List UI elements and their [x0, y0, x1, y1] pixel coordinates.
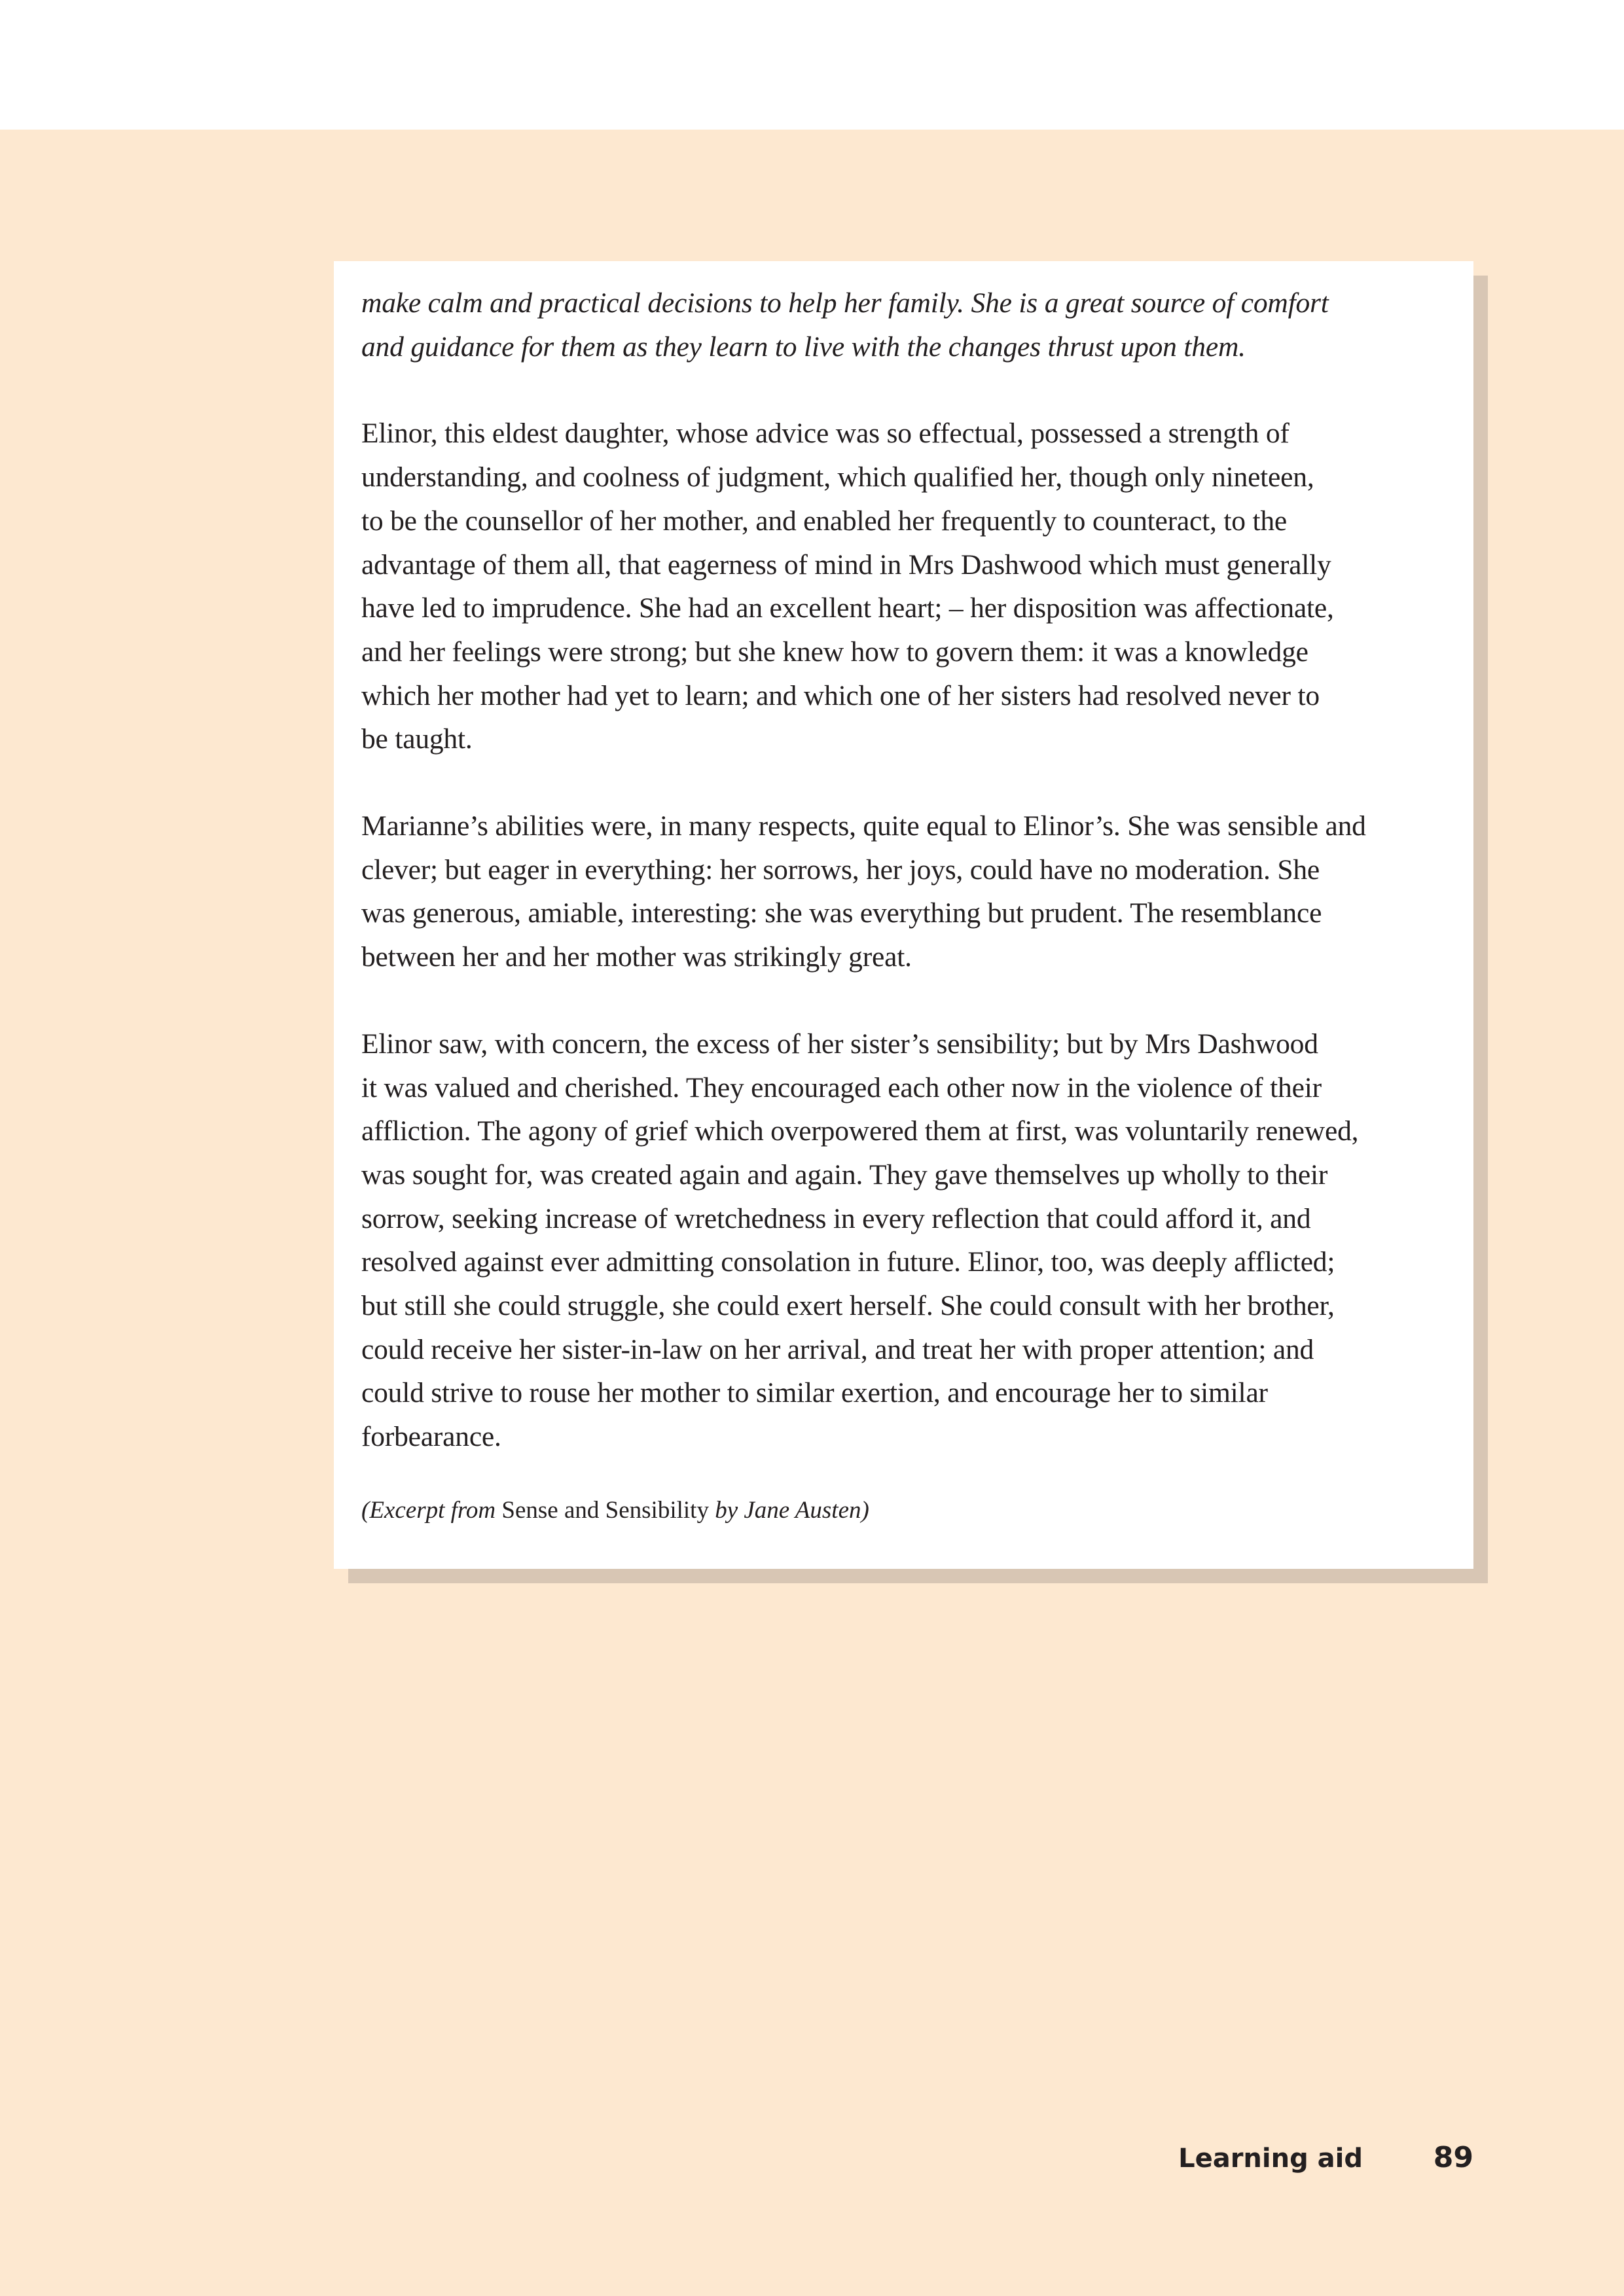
text-line: was sought for, was created again and again. They gave themselves up wholly to their	[361, 1158, 1328, 1191]
text-line: Elinor saw, with concern, the excess of her sister’s sensibility; but by Mrs Dashwood	[361, 1028, 1318, 1060]
text-line: but still she could struggle, she could exert herself. She could consult with her brother,	[361, 1290, 1335, 1322]
intro-line: make calm and practical decisions to help her family. She is a great source of comfort	[361, 287, 1329, 319]
source-prefix: (Excerpt from	[361, 1496, 502, 1524]
text-line: was generous, amiable, interesting: she was everything but prudent. The resemblance	[361, 897, 1322, 929]
text-line: Elinor, this eldest daughter, whose advice was so effectual, possessed a strength of	[361, 418, 1290, 450]
excerpt-source-citation	[361, 1494, 1460, 1527]
intro-line: and guidance for them as they learn to live with the changes thrust upon them.	[361, 331, 1246, 363]
text-line: be taught.	[361, 723, 473, 755]
intro-paragraph	[361, 281, 1460, 368]
excerpt-paragraph-1	[361, 412, 1460, 761]
text-line: clever; but eager in everything: her sorrows, her joys, could have no moderation. She	[361, 853, 1320, 886]
source-book-title: Sense and Sensibility	[501, 1496, 709, 1524]
text-line: resolved against ever admitting consolation in future. Elinor, too, was deeply afflicted;	[361, 1246, 1335, 1278]
text-line: it was valued and cherished. They encouraged each other now in the violence of their	[361, 1071, 1322, 1103]
excerpt-paragraph-3	[361, 1022, 1460, 1459]
text-line: to be the counsellor of her mother, and enabled her frequently to counteract, to the	[361, 505, 1288, 537]
page-number: 89	[1433, 2141, 1473, 2174]
excerpt-card	[334, 261, 1473, 1569]
text-line: have led to imprudence. She had an excellent heart; – her disposition was affectionate,	[361, 592, 1334, 624]
text-line: forbearance.	[361, 1421, 501, 1453]
text-line: affliction. The agony of grief which overpowered them at first, was voluntarily renewed,	[361, 1115, 1359, 1147]
footer-section-label: Learning aid	[1178, 2144, 1363, 2174]
text-line: which her mother had yet to learn; and which one of her sisters had resolved never to	[361, 679, 1320, 711]
text-line: between her and her mother was strikingly great.	[361, 941, 912, 973]
text-line: sorrow, seeking increase of wretchedness in every reflection that could afford it, and	[361, 1202, 1311, 1234]
text-line: could strive to rouse her mother to similar exertion, and encourage her to similar	[361, 1377, 1268, 1409]
text-line: understanding, and coolness of judgment, which qualified her, though only nineteen,	[361, 461, 1314, 493]
source-suffix: by Jane Austen)	[708, 1496, 869, 1524]
text-line: could receive her sister-in-law on her arrival, and treat her with proper attention; and	[361, 1333, 1314, 1365]
text-line: advantage of them all, that eagerness of mind in Mrs Dashwood which must generally	[361, 548, 1331, 581]
excerpt-paragraph-2	[361, 804, 1460, 979]
text-line: and her feelings were strong; but she knew how to govern them: it was a knowledge	[361, 636, 1308, 668]
text-line: Marianne’s abilities were, in many respects, quite equal to Elinor’s. She was sensible and	[361, 810, 1366, 842]
